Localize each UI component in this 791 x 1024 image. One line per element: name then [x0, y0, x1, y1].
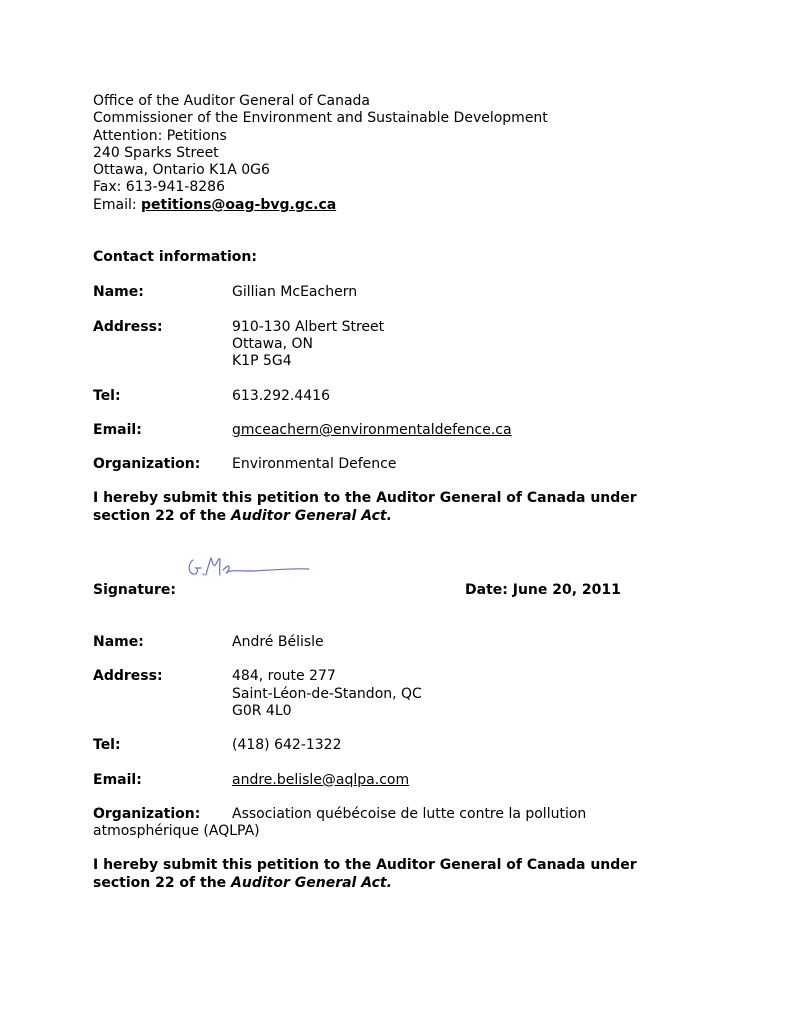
contact2-organization-line2: atmosphérique (AQLPA)	[93, 823, 260, 840]
petition-act-title: Auditor General Act.	[231, 874, 392, 891]
address-label: Address:	[93, 668, 163, 685]
contact2-organization-row	[93, 806, 733, 841]
petition-line1: I hereby submit this petition to the Auditor General of Canada under	[93, 490, 637, 507]
tel-label: Tel:	[93, 387, 121, 404]
recipient-block	[93, 93, 733, 214]
petition-document	[93, 93, 733, 892]
petition-line2-prefix: section 22 of the	[93, 874, 232, 891]
contact-heading: Contact information:	[93, 249, 257, 266]
tel-label: Tel:	[93, 737, 121, 754]
recipient-email-line	[93, 197, 733, 214]
recipient-street: 240 Sparks Street	[93, 144, 219, 161]
contact1-tel: 613.292.4416	[232, 387, 330, 404]
petition-line2-prefix: section 22 of the	[93, 507, 232, 524]
address-label: Address:	[93, 318, 163, 335]
contact1-address-line2: Ottawa, ON	[232, 335, 313, 352]
handwritten-signature	[183, 550, 313, 584]
email-label: Email:	[93, 771, 142, 788]
recipient-email-label: Email:	[93, 196, 142, 213]
petition-line1: I hereby submit this petition to the Auditor General of Canada under	[93, 857, 637, 874]
contact2-address-line1: 484, route 277	[232, 668, 336, 685]
contact2-tel-row	[93, 737, 733, 754]
petition-statement-2	[93, 857, 733, 892]
contact2-email-link[interactable]: andre.belisle@aqlpa.com	[232, 771, 410, 788]
organization-label: Organization:	[93, 456, 201, 473]
recipient-attention: Attention: Petitions	[93, 127, 227, 144]
signature-label: Signature:	[93, 582, 176, 599]
petition-act-title: Auditor General Act.	[231, 507, 392, 524]
name-label: Name:	[93, 634, 144, 651]
contact1-name-row	[93, 284, 733, 301]
contact1-organization: Environmental Defence	[232, 456, 397, 473]
petition-statement-1	[93, 490, 733, 525]
contact1-address-line1: 910-130 Albert Street	[232, 318, 385, 335]
organization-label: Organization:	[93, 805, 201, 822]
recipient-commissioner: Commissioner of the Environment and Sustainable Development	[93, 110, 548, 127]
contact2-address-line3: G0R 4L0	[232, 702, 292, 719]
contact1-address-row	[93, 319, 733, 371]
contact1-address	[232, 319, 384, 371]
contact2-address-row	[93, 668, 733, 720]
signature-date: Date: June 20, 2011	[465, 582, 621, 599]
signature-row	[93, 582, 733, 599]
contact2-address-line2: Saint-Léon-de-Standon, QC	[232, 685, 422, 702]
contact2-tel: (418) 642-1322	[232, 737, 342, 754]
contact2-email-row	[93, 772, 733, 789]
contact1-address-line3: K1P 5G4	[232, 353, 292, 370]
contact1-email-link[interactable]: gmceachern@environmentaldefence.ca	[232, 421, 512, 438]
email-label: Email:	[93, 421, 142, 438]
contact1-name: Gillian McEachern	[232, 284, 358, 301]
contact1-tel-row	[93, 388, 733, 405]
recipient-city: Ottawa, Ontario K1A 0G6	[93, 162, 270, 179]
contact2-name-row	[93, 634, 733, 651]
contact2-name: André Bélisle	[232, 634, 324, 651]
contact2-address	[232, 668, 422, 720]
recipient-email-link[interactable]: petitions@oag-bvg.gc.ca	[141, 196, 337, 213]
recipient-fax: Fax: 613-941-8286	[93, 179, 225, 196]
contact1-email-row	[93, 422, 733, 439]
contact2-organization-line1: Association québécoise de lutte contre la pollution	[232, 805, 587, 822]
recipient-office: Office of the Auditor General of Canada	[93, 93, 371, 109]
contact1-organization-row	[93, 456, 733, 473]
name-label: Name:	[93, 284, 144, 301]
